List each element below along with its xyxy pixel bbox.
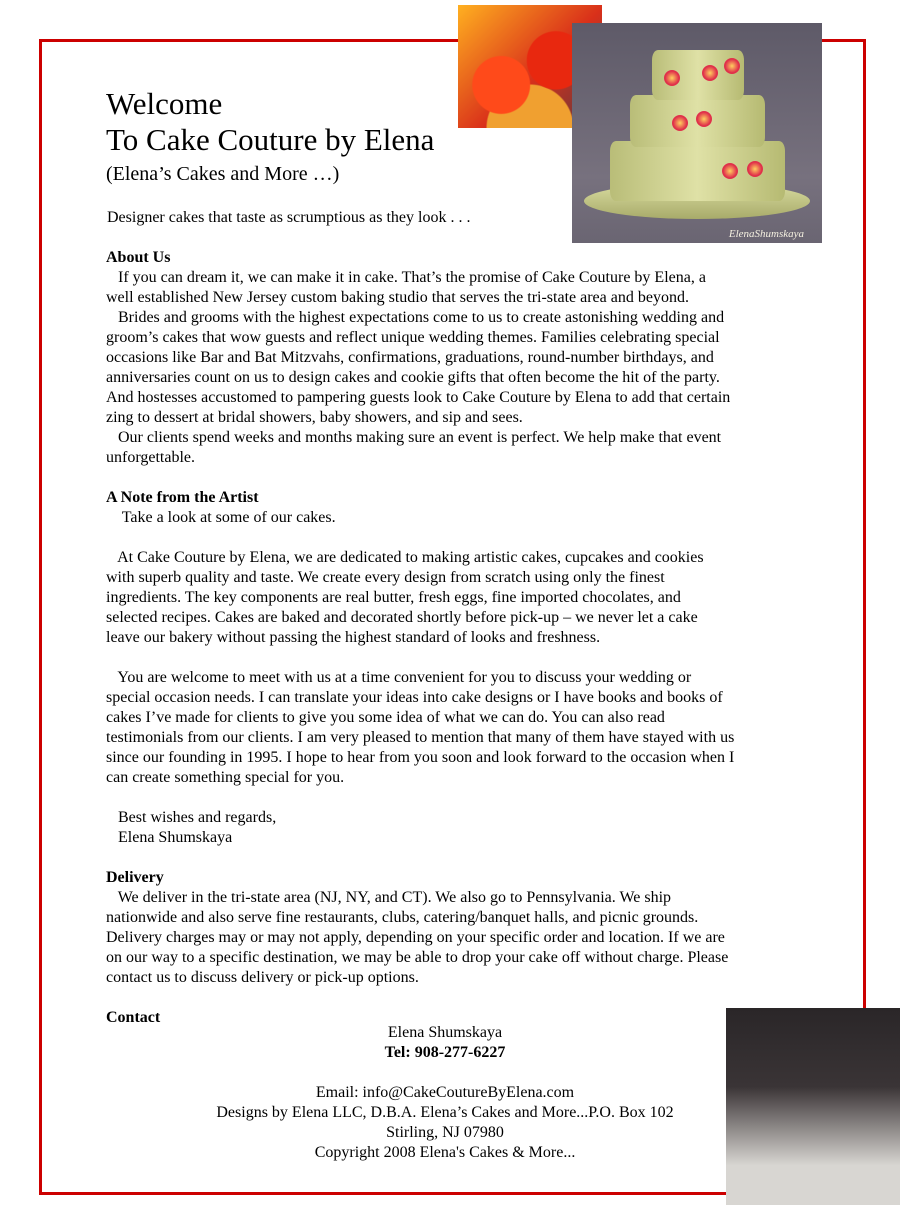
paragraph-line xyxy=(106,848,734,868)
paragraph-line: If you can dream it, we can make it in cake. That’s the promise of Cake Couture by Elena, a xyxy=(106,269,706,286)
paragraph-line xyxy=(106,528,734,548)
contact-city: Stirling, NJ 07980 xyxy=(386,1124,504,1141)
contact-block xyxy=(105,1023,785,1163)
body-content xyxy=(106,248,734,1028)
paragraph-line xyxy=(106,788,734,808)
paragraph-line xyxy=(106,468,734,488)
paragraph-line: nationwide and also serve fine restaurants, clubs, catering/banquet halls, and picnic grounds. xyxy=(106,909,699,926)
paragraph-line: Elena Shumskaya xyxy=(106,829,233,846)
paragraph-line xyxy=(106,988,734,1008)
paragraph-line: since our founding in 1995. I hope to hear from you soon and look forward to the occasion when I xyxy=(106,749,735,766)
three-tier-cake-photo xyxy=(572,23,822,243)
paragraph-line: You are welcome to meet with us at a time convenient for you to discuss your wedding or xyxy=(106,669,692,686)
paragraph-line: groom’s cakes that wow guests and reflect unique wedding themes. Families celebrating special xyxy=(106,329,720,346)
paragraph-line: ingredients. The key components are real butter, fresh eggs, fine imported chocolates, and xyxy=(106,589,681,606)
paragraph-line: Best wishes and regards, xyxy=(106,809,277,826)
contact-phone: Tel: 908-277-6227 xyxy=(384,1044,506,1061)
page-subtitle: (Elena’s Cakes and More …) xyxy=(106,163,340,185)
section-heading: A Note from the Artist xyxy=(106,489,259,506)
paragraph-line: testimonials from our clients. I am very pleased to mention that many of them have stayed with us xyxy=(106,729,735,746)
paragraph-line: Brides and grooms with the highest expectations come to us to create astonishing wedding and xyxy=(106,309,725,326)
paragraph-line: unforgettable. xyxy=(106,449,196,466)
paragraph-line: selected recipes. Cakes are baked and decorated shortly before pick-up – we never let a cake xyxy=(106,609,698,626)
paragraph-line: anniversaries count on us to design cakes and cookie gifts that often become the hit of the party. xyxy=(106,369,720,386)
copyright: Copyright 2008 Elena's Cakes & More... xyxy=(314,1144,576,1161)
paragraph-line: leave our bakery without passing the highest standard of looks and freshness. xyxy=(106,629,601,646)
paragraph-line: special occasion needs. I can translate your ideas into cake designs or I have books and books of xyxy=(106,689,723,706)
paragraph-line: Delivery charges may or may not apply, depending on your specific order and location. If we are xyxy=(106,929,725,946)
paragraph-line: At Cake Couture by Elena, we are dedicated to making artistic cakes, cupcakes and cookies xyxy=(106,549,704,566)
paragraph-line: zing to dessert at bridal showers, baby showers, and sip and sees. xyxy=(106,409,523,426)
contact-email: Email: info@CakeCoutureByElena.com xyxy=(315,1084,575,1101)
section-heading: About Us xyxy=(106,249,171,266)
contact-company: Designs by Elena LLC, D.B.A. Elena’s Cakes and More...P.O. Box 102 xyxy=(216,1104,674,1121)
paragraph-line: cakes I’ve made for clients to give you some idea of what we can do. You can also read xyxy=(106,709,665,726)
paragraph-line: contact us to discuss delivery or pick-up options. xyxy=(106,969,419,986)
paragraph-line: on our way to a specific destination, we may be able to drop your cake off without charge. Please xyxy=(106,949,729,966)
paragraph-line xyxy=(106,648,734,668)
photo-signature: ElenaShumskaya xyxy=(728,228,804,240)
contact-name: Elena Shumskaya xyxy=(387,1024,503,1041)
paragraph-line: Our clients spend weeks and months making sure an event is perfect. We help make that event xyxy=(106,429,722,446)
section-heading: Contact xyxy=(106,1009,161,1026)
section-heading: Delivery xyxy=(106,869,164,886)
paragraph-line: with superb quality and taste. We create every design from scratch using only the finest xyxy=(106,569,665,586)
paragraph-line: occasions like Bar and Bat Mitzvahs, confirmations, graduations, round-number birthdays, and xyxy=(106,349,714,366)
paragraph-line: We deliver in the tri-state area (NJ, NY, and CT). We also go to Pennsylvania. We ship xyxy=(106,889,672,906)
paragraph-line: Take a look at some of our cakes. xyxy=(106,509,336,526)
paragraph-line: And hostesses accustomed to pampering guests look to Cake Couture by Elena to add that certain xyxy=(106,389,731,406)
tagline: Designer cakes that taste as scrumptious as they look . . . xyxy=(107,209,471,226)
paragraph-line: can create something special for you. xyxy=(106,769,345,786)
page-title: Welcome To Cake Couture by Elena xyxy=(106,86,435,157)
paragraph-line: well established New Jersey custom baking studio that serves the tri-state area and beyond. xyxy=(106,289,689,306)
